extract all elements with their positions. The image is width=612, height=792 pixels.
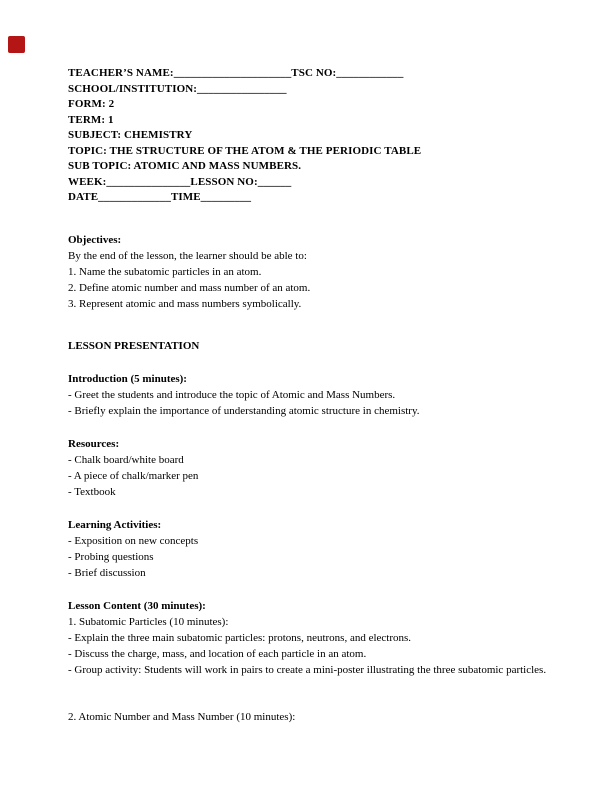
next-subsection-line: 2. Atomic Number and Mass Number (10 minutes): [68,710,296,723]
resources-heading: Resources: [68,437,120,450]
lesson-presentation-heading: LESSON PRESENTATION [68,339,200,352]
objectives-section [68,232,548,312]
introduction-section [68,371,548,419]
header-line-teacher-name: TEACHER’S NAME:_____________________TSC NO:____________ [68,67,404,79]
header-block [68,66,548,206]
resource-item: - Chalk board/white board [68,453,184,466]
header-line-term: TERM: 1 [68,113,114,126]
lesson-content-section [68,598,548,678]
objectives-intro: By the end of the lesson, the learner should be able to: [68,249,307,262]
introduction-item: - Greet the students and introduce the topic of Atomic and Mass Numbers. [68,388,396,401]
lesson-content-item: - Group activity: Students will work in pairs to create a mini-poster illustrating the three subatomic particles. [68,663,547,676]
header-line-form: FORM: 2 [68,98,115,110]
introduction-heading: Introduction (5 minutes): [68,372,187,385]
lesson-content-item: 1. Subatomic Particles (10 minutes): [68,615,229,628]
activity-item: - Exposition on new concepts [68,534,199,547]
objective-item: 2. Define atomic number and mass number of an atom. [68,281,311,294]
objective-item: 1. Name the subatomic particles in an atom. [68,265,262,278]
resources-section [68,436,548,500]
activity-item: - Brief discussion [68,566,146,579]
resource-item: - A piece of chalk/marker pen [68,469,199,482]
header-line-week: WEEK:_______________LESSON NO:______ [68,175,292,188]
lesson-content-item: - Discuss the charge, mass, and location of each particle in an atom. [68,647,367,660]
lesson-presentation-section [68,338,548,354]
introduction-item: - Briefly explain the importance of understanding atomic structure in chemistry. [68,404,420,417]
objective-item: 3. Represent atomic and mass numbers symbolically. [68,297,302,310]
resource-item: - Textbook [68,485,116,498]
next-subsection [68,709,548,725]
learning-activities-heading: Learning Activities: [68,518,162,531]
header-line-topic: TOPIC: THE STRUCTURE OF THE ATOM & THE PERIODIC TABLE [68,144,422,157]
header-line-subtopic: SUB TOPIC: ATOMIC AND MASS NUMBERS. [68,160,302,172]
lesson-content-item: - Explain the three main subatomic particles: protons, neutrons, and electrons. [68,631,412,644]
header-line-school: SCHOOL/INSTITUTION:________________ [68,82,287,95]
objectives-heading: Objectives: [68,233,122,246]
lesson-content-heading: Lesson Content (30 minutes): [68,599,206,612]
red-corner-mark-icon [8,36,25,53]
document-content [68,66,548,725]
header-line-subject: SUBJECT: CHEMISTRY [68,129,193,141]
learning-activities-section [68,517,548,581]
activity-item: - Probing questions [68,550,154,563]
header-line-date-time: DATE_____________TIME_________ [68,191,252,203]
